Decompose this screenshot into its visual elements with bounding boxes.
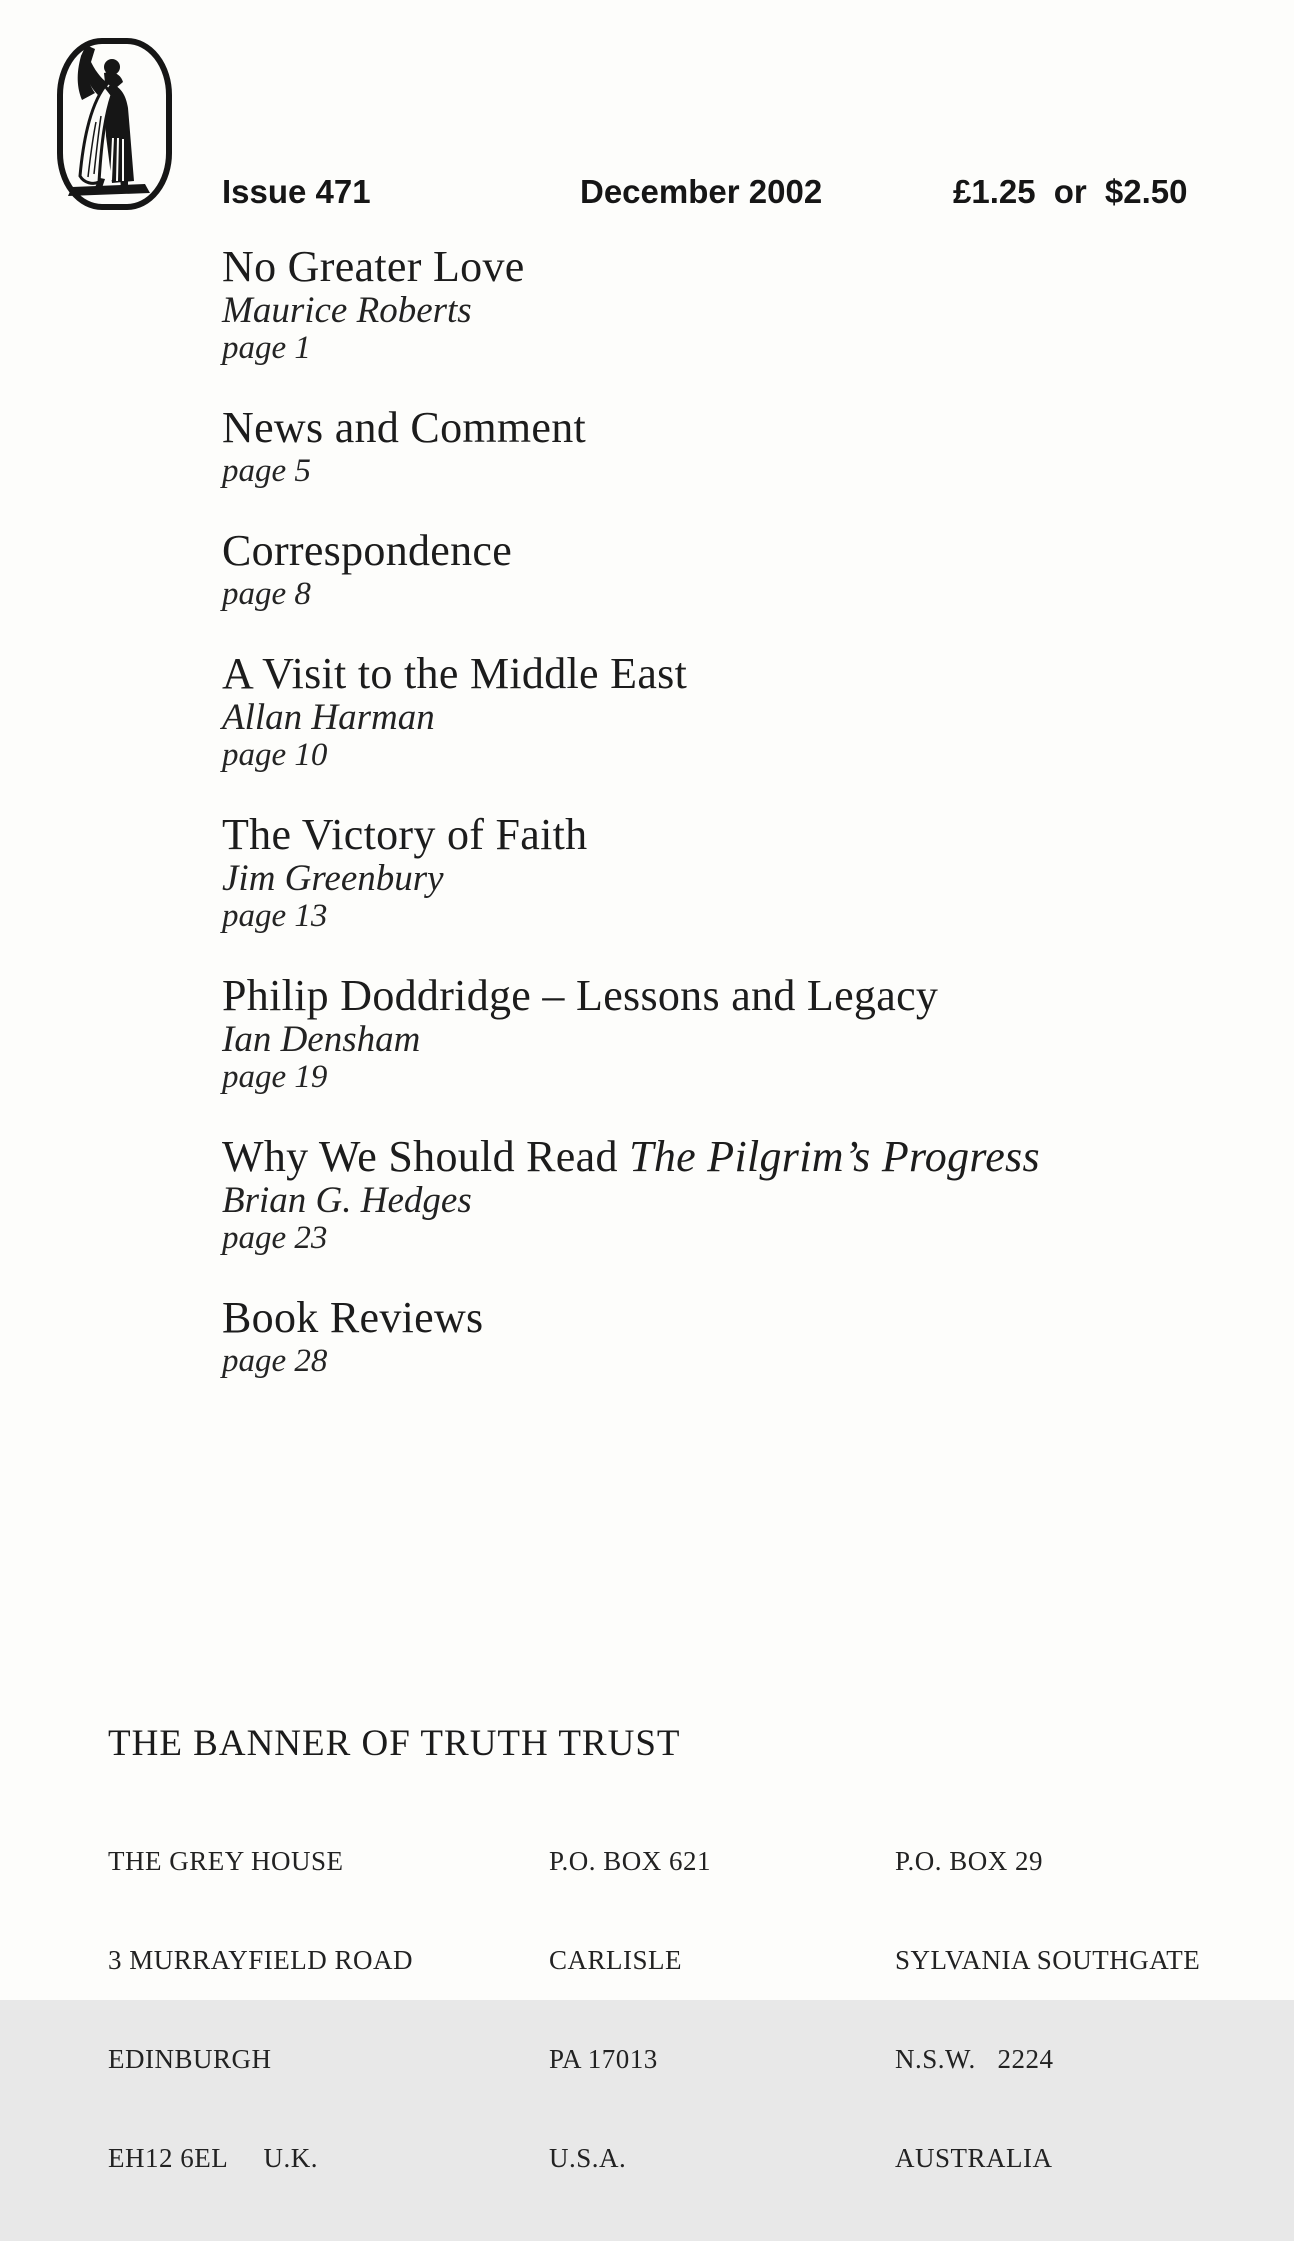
article-page: page 8	[222, 576, 311, 612]
address-line: P.O. BOX 621	[549, 1846, 712, 1876]
article-title: Book Reviews	[222, 1293, 484, 1342]
article-title-roman: Why We Should Read	[222, 1132, 630, 1181]
address-line: AUSTRALIA	[895, 2143, 1053, 2173]
toc-item	[222, 971, 1242, 1095]
toc-item	[222, 810, 1242, 934]
address-line: N.S.W. 2224	[895, 2044, 1054, 2074]
issue-date: December 2002	[580, 173, 823, 210]
banner-of-truth-preacher-logo-icon	[55, 36, 174, 212]
toc-item	[222, 1293, 1242, 1379]
article-title: Correspondence	[222, 526, 513, 575]
article-title	[222, 1132, 1242, 1182]
table-of-contents	[222, 242, 1242, 1416]
article-page: page 5	[222, 453, 311, 489]
article-author: Allan Harman	[222, 697, 435, 738]
article-page: page 23	[222, 1220, 328, 1256]
address-line: EH12 6EL U.K.	[108, 2143, 318, 2173]
toc-item	[222, 403, 1242, 489]
publisher-address-australia	[895, 1779, 1200, 2241]
article-author: Ian Densham	[222, 1019, 421, 1060]
article-page: page 13	[222, 898, 328, 934]
article-title: News and Comment	[222, 403, 587, 452]
address-line: SYLVANIA SOUTHGATE	[895, 1945, 1201, 1975]
address-line: EDINBURGH	[108, 2044, 272, 2074]
article-page: page 19	[222, 1059, 328, 1095]
address-line: PA 17013	[549, 2044, 658, 2074]
address-line: CARLISLE	[549, 1945, 683, 1975]
address-line: 3 MURRAYFIELD ROAD	[108, 1945, 414, 1975]
publisher-address-uk	[108, 1779, 413, 2241]
article-title: No Greater Love	[222, 242, 525, 291]
article-title-book-name: The Pilgrim’s Progress	[629, 1132, 1040, 1181]
issue-price: £1.25 or $2.50	[953, 173, 1188, 210]
address-line: THE GREY HOUSE	[108, 1846, 344, 1876]
publisher-name: THE BANNER OF TRUTH TRUST	[108, 1723, 681, 1764]
address-line: U.S.A.	[549, 2143, 627, 2173]
article-author: Maurice Roberts	[222, 290, 472, 331]
article-author: Jim Greenbury	[222, 858, 444, 899]
toc-item	[222, 1132, 1242, 1256]
article-page: page 1	[222, 330, 311, 366]
toc-item	[222, 526, 1242, 612]
publisher-address-usa	[549, 1779, 711, 2241]
address-line: P.O. BOX 29	[895, 1846, 1044, 1876]
issue-number: Issue 471	[222, 173, 371, 210]
article-title: Philip Doddridge – Lessons and Legacy	[222, 971, 939, 1020]
toc-item	[222, 649, 1242, 773]
article-author: Brian G. Hedges	[222, 1180, 472, 1221]
toc-item	[222, 242, 1242, 366]
article-title: The Victory of Faith	[222, 810, 588, 859]
article-page: page 10	[222, 737, 328, 773]
article-page: page 28	[222, 1343, 328, 1379]
article-title: A Visit to the Middle East	[222, 649, 688, 698]
